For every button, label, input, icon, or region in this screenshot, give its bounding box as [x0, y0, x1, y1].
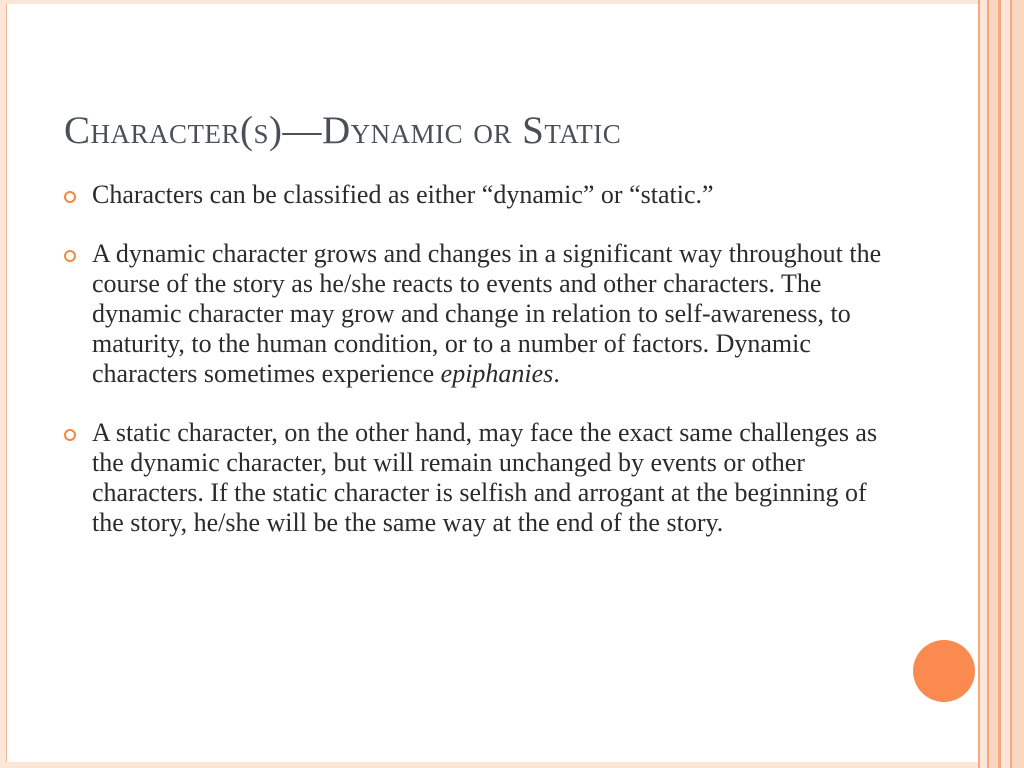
- bullet-text: [92, 239, 881, 388]
- stripe: [1001, 0, 1010, 768]
- bullet-text: A static character, on the other hand, may face the exact same challenges as the dynamic character, but will remain unchanged by events or other characters. If the static character is selfish and arrogant at the beginning of the story, he/she will be the same way at the end of the story.: [92, 418, 878, 537]
- bullet-item-classification: [64, 180, 884, 210]
- bullet-list: [64, 180, 884, 567]
- orange-circle-decoration: [913, 640, 975, 702]
- bullet-text: Characters can be classified as either “dynamic” or “static.”: [92, 180, 714, 209]
- hollow-circle-bullet-icon: [64, 250, 76, 262]
- bullet-item-static: [64, 418, 884, 538]
- stripe: [980, 0, 987, 768]
- hollow-circle-bullet-icon: [64, 191, 76, 203]
- bullet-text-tail: .: [553, 359, 560, 388]
- bullet-text-emphasis: epiphanies: [440, 359, 554, 388]
- bottom-frame-border: [0, 762, 980, 768]
- stripe: [1012, 0, 1024, 768]
- top-frame-border: [0, 0, 980, 4]
- stripe: [989, 0, 998, 768]
- bullet-text-main: A dynamic character grows and changes in a significant way throughout the course of the story as he/she reacts to events and other characters. The dynamic character may grow and change in relation to self-awareness, to maturity, to the human condition, or to a number of factors. Dynamic characters sometimes experience: [92, 239, 882, 388]
- slide-title: Character(s)—Dynamic or Static: [64, 109, 622, 152]
- bullet-item-dynamic: [64, 239, 884, 389]
- right-decorative-stripes: [978, 0, 1024, 768]
- hollow-circle-bullet-icon: [64, 429, 76, 441]
- left-frame-border: [0, 0, 7, 768]
